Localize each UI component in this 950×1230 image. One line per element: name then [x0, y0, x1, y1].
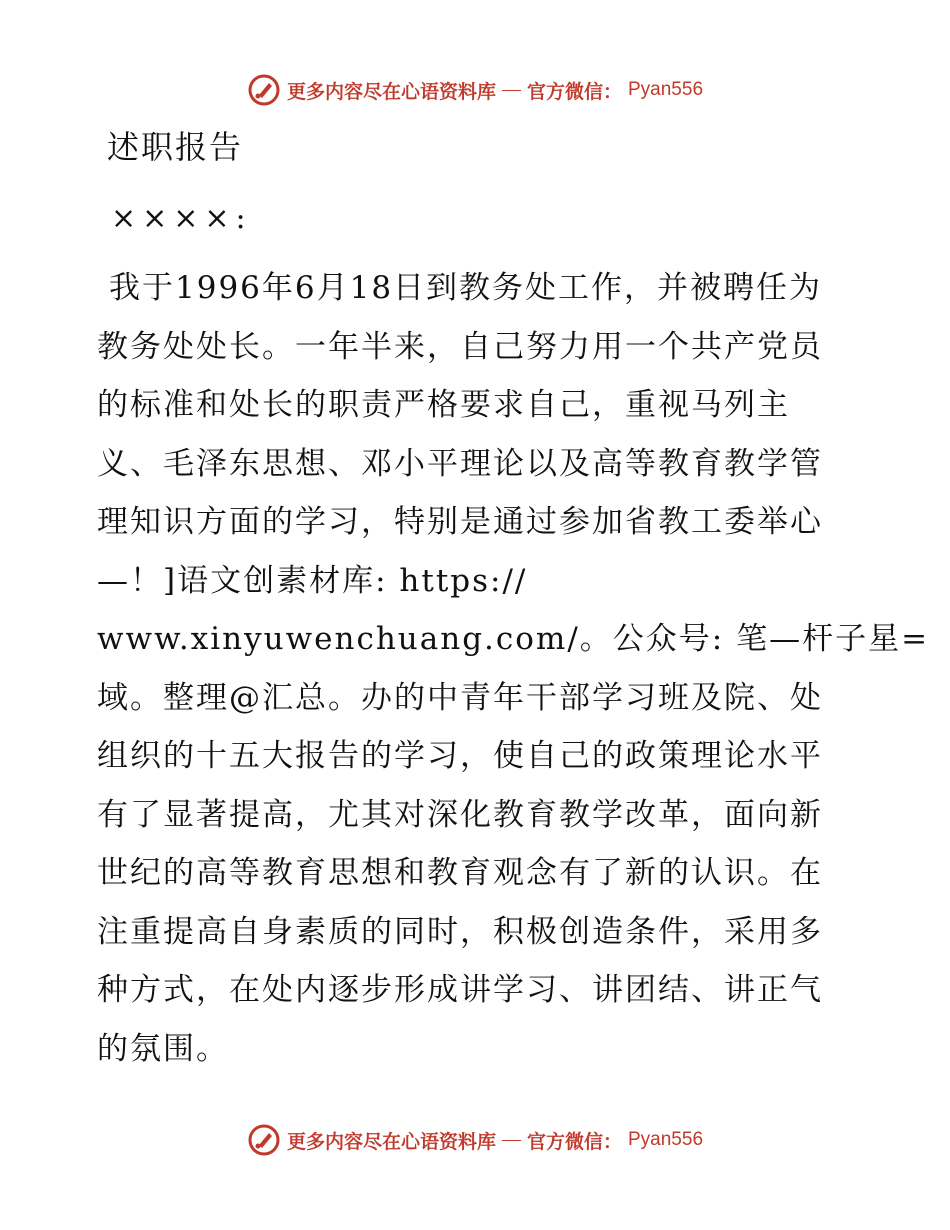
document-title: 述职报告: [107, 128, 244, 166]
paragraph-line: 我于1996年6月18日到教务处工作，并被聘任为: [109, 270, 823, 306]
paragraph-line: 理知识方面的学习，特别是通过参加省教工委举心: [97, 504, 823, 540]
paragraph-line: www.xinyuwenchuang.com/。公众号: 笔—杆子星=: [97, 621, 930, 657]
paragraph-line: 组织的十五大报告的学习，使自己的政策理论水平: [97, 738, 823, 774]
pen-nib-logo-icon: [247, 73, 281, 107]
banner-separator: —: [501, 79, 521, 100]
paragraph-line: 的氛围。: [97, 1030, 229, 1067]
banner-main-text: 更多内容尽在心语资料库: [286, 1131, 496, 1153]
paragraph-line: 义、毛泽东思想、邓小平理论以及高等教育教学管: [97, 445, 823, 482]
document-body: [97, 125, 930, 1078]
banner-wechat-id: Pyan556: [628, 79, 704, 100]
paragraph-line: 世纪的高等教育思想和教育观念有了新的认识。在: [97, 855, 823, 891]
paragraph-line: 种方式，在处内逐步形成讲学习、讲团结、讲正气: [97, 972, 823, 1008]
pen-nib-logo-icon: [247, 1123, 281, 1157]
paragraph-line: 有了显著提高，尤其对深化教育教学改革，面向新: [97, 796, 823, 833]
banner-separator: —: [501, 1129, 521, 1150]
body-paragraph: [97, 259, 930, 1078]
paragraph-line: 的标准和处长的职责严格要求自己，重视马列主: [97, 387, 790, 423]
paragraph-line: 域。整理@汇总。办的中青年干部学习班及院、处: [97, 679, 823, 716]
banner-main-text: 更多内容尽在心语资料库: [286, 81, 496, 103]
banner-official-label: 官方微信：: [526, 1131, 622, 1153]
banner-official-label: 官方微信：: [526, 81, 622, 103]
banner-wechat-id: Pyan556: [628, 1129, 704, 1150]
footer-watermark-banner: [0, 1120, 950, 1160]
paragraph-line: 教务处处长。一年半来，自己努力用一个共产党员: [97, 328, 823, 365]
salutation: ××××:: [111, 201, 252, 236]
paragraph-line: 注重提高自身素质的同时，积极创造条件，采用多: [97, 913, 823, 950]
header-watermark-banner: [0, 70, 950, 110]
paragraph-line: —！]语文创素材库: https://: [97, 562, 528, 599]
